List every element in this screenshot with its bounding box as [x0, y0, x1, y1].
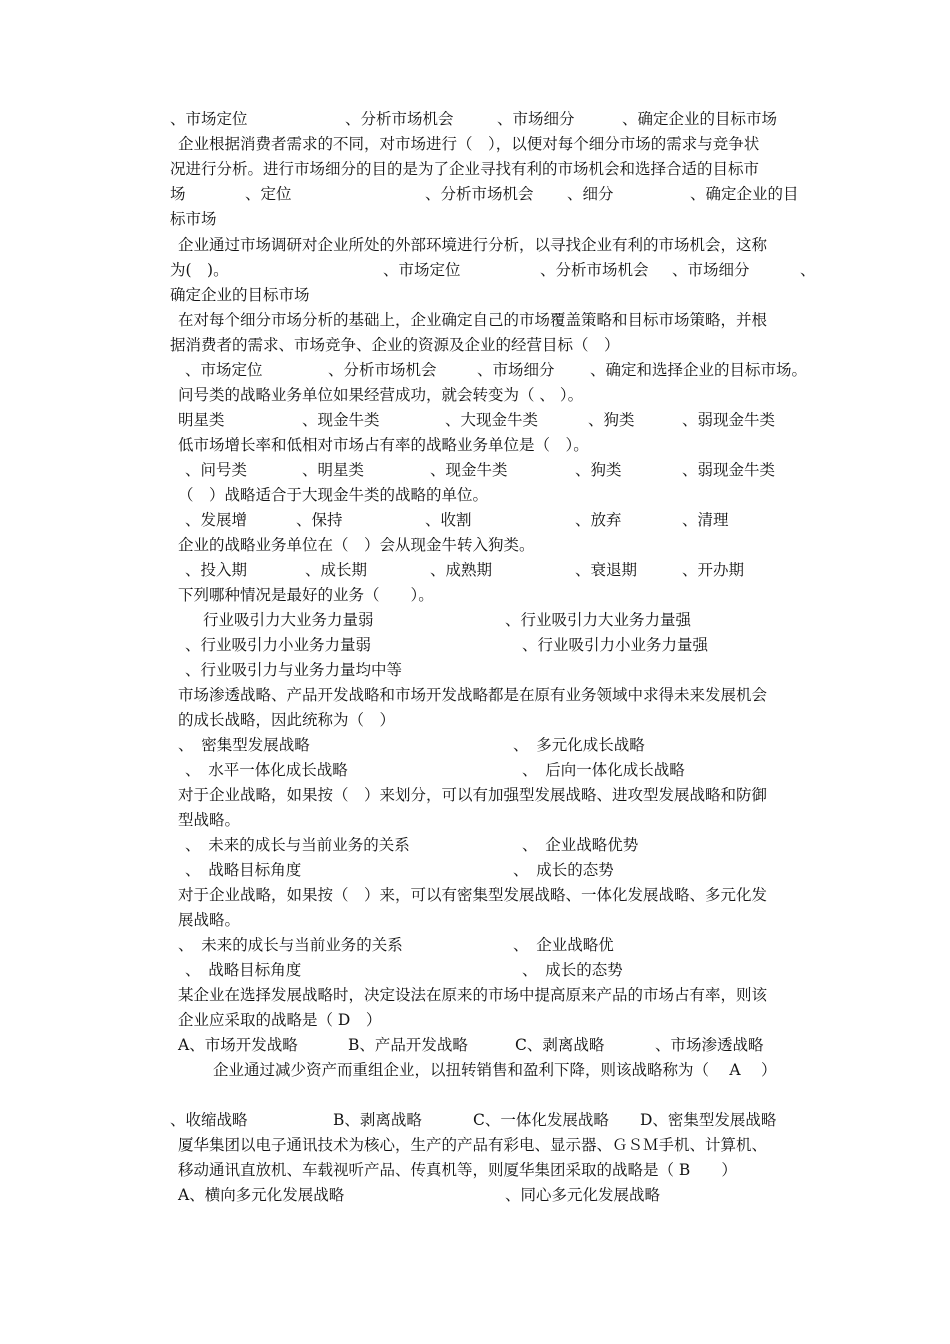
text-line-l34-seg-0: 、 未来的成长与当前业务的关系: [178, 936, 403, 954]
text-line-l17-seg-3: 、放弃: [575, 511, 622, 529]
text-line-l30-seg-1: 、 企业战略优势: [522, 836, 639, 854]
text-line-l04-seg-2: 、分析市场机会: [425, 185, 534, 203]
text-line-l04-seg-4: 、确定企业的目: [690, 185, 799, 203]
text-line-l41-seg-0: 厦华集团以电子通讯技术为核心，生产的产品有彩电、显示器、ＧＳＭ手机、计算机、: [178, 1136, 768, 1154]
text-line-l07-seg-3: 、市场细分: [672, 261, 750, 279]
text-line-l37-seg-0: 企业应采取的战略是（ D ）: [178, 1011, 382, 1029]
text-line-l20-seg-0: 下列哪种情况是最好的业务（ ）。: [178, 586, 434, 604]
text-line-l42-seg-0: 移动通讯直放机、车载视听产品、传真机等，则厦华集团采取的战略是（ B ）: [178, 1161, 737, 1179]
text-line-l43-seg-1: 、同心多元化发展战略: [505, 1186, 661, 1204]
text-line-l36-seg-0: 某企业在选择发展战略时，决定设法在原来的市场中提高原来产品的市场占有率，则该: [178, 986, 768, 1004]
text-line-l19-seg-1: 、成长期: [305, 561, 368, 579]
text-line-l34-seg-1: 、 企业战略优: [513, 936, 614, 954]
text-line-l24-seg-0: 市场渗透战略、产品开发战略和市场开发战略都是在原有业务领域中求得未来发展机会: [178, 686, 768, 704]
text-line-l18-seg-0: 企业的战略业务单位在（ ）会从现金牛转入狗类。: [178, 536, 535, 554]
text-line-l09-seg-0: 在对每个细分市场分析的基础上，企业确定自己的市场覆盖策略和目标市场策略，并根: [178, 311, 768, 329]
text-line-l12-seg-0: 问号类的战略业务单位如果经营成功，就会转变为（ 、 ）。: [178, 386, 584, 404]
text-line-l43-seg-0: A、横向多元化发展战略: [178, 1186, 345, 1204]
text-line-l04-seg-0: 场: [170, 185, 186, 203]
text-line-l16-seg-0: （ ）战略适合于大现金牛类的战略的单位。: [178, 486, 489, 504]
text-line-l30-seg-0: 、 未来的成长与当前业务的关系: [185, 836, 410, 854]
text-line-l08-seg-0: 确定企业的目标市场: [170, 286, 310, 304]
text-line-l28-seg-0: 对于企业战略，如果按（ ）来划分，可以有加强型发展战略、进攻型发展战略和防御: [178, 786, 768, 804]
text-line-l06-seg-0: 企业通过市场调研对企业所处的外部环境进行分析，以寻找企业有利的市场机会，这称: [178, 236, 768, 254]
text-line-l25-seg-0: 的成长战略，因此统称为（ ）: [178, 711, 396, 729]
text-line-l23-seg-0: 、行业吸引力与业务力量均中等: [185, 661, 403, 679]
text-line-l01-seg-2: 、市场细分: [497, 110, 575, 128]
text-line-l10-seg-0: 据消费者的需求、市场竞争、企业的资源及企业的经营目标（ ）: [170, 336, 620, 354]
text-line-l13-seg-3: 、狗类: [588, 411, 635, 429]
text-line-l27-seg-0: 、 水平一体化成长战略: [185, 761, 348, 779]
text-line-l05-seg-0: 标市场: [170, 210, 217, 228]
text-line-l13-seg-4: 、弱现金牛类: [682, 411, 776, 429]
text-line-l04-seg-3: 、细分: [567, 185, 614, 203]
text-line-l07-seg-4: 、: [800, 261, 816, 279]
text-line-l26-seg-1: 、 多元化成长战略: [513, 736, 645, 754]
text-line-l21-seg-1: 、行业吸引力大业务力量强: [505, 611, 692, 629]
text-line-l11-seg-1: 、分析市场机会: [328, 361, 437, 379]
text-line-l32-seg-0: 对于企业战略，如果按（ ）来，可以有密集型发展战略、一体化发展战略、多元化发: [178, 886, 768, 904]
text-line-l01-seg-1: 、分析市场机会: [345, 110, 454, 128]
text-line-l11-seg-3: 、确定和选择企业的目标市场。: [590, 361, 808, 379]
text-line-l35-seg-0: 、 战略目标角度: [185, 961, 302, 979]
text-line-l01-seg-0: 、市场定位: [170, 110, 248, 128]
text-line-l29-seg-0: 型战略。: [178, 811, 241, 829]
text-line-l19-seg-4: 、开办期: [682, 561, 745, 579]
text-line-l40-seg-2: C、一体化发展战略: [473, 1111, 609, 1129]
text-line-l13-seg-2: 、大现金牛类: [445, 411, 539, 429]
text-line-l38-seg-2: C、剥离战略: [515, 1036, 605, 1054]
text-line-l17-seg-2: 、收割: [425, 511, 472, 529]
text-line-l15-seg-2: 、现金牛类: [430, 461, 508, 479]
text-line-l40-seg-0: 、收缩战略: [170, 1111, 248, 1129]
text-line-l19-seg-0: 、投入期: [185, 561, 248, 579]
text-line-l38-seg-0: A、市场开发战略: [178, 1036, 298, 1054]
text-line-l04-seg-1: 、定位: [245, 185, 292, 203]
text-line-l17-seg-4: 、清理: [682, 511, 729, 529]
text-line-l31-seg-1: 、 成长的态势: [513, 861, 614, 879]
text-line-l17-seg-1: 、保持: [296, 511, 343, 529]
text-line-l13-seg-0: 明星类: [178, 411, 225, 429]
text-line-l21-seg-0: 行业吸引力大业务力量弱: [203, 611, 374, 629]
text-line-l07-seg-2: 、分析市场机会: [540, 261, 649, 279]
text-line-l40-seg-3: D、密集型发展战略: [640, 1111, 777, 1129]
text-line-l07-seg-0: 为( )。: [170, 261, 229, 279]
text-line-l07-seg-1: 、市场定位: [383, 261, 461, 279]
text-line-l17-seg-0: 、发展增: [185, 511, 248, 529]
text-line-l35-seg-1: 、 成长的态势: [522, 961, 623, 979]
text-line-l40-seg-1: B、剥离战略: [333, 1111, 422, 1129]
text-line-l19-seg-3: 、衰退期: [575, 561, 638, 579]
text-line-l13-seg-1: 、现金牛类: [302, 411, 380, 429]
text-line-l39-seg-0: 企业通过减少资产而重组企业，以扭转销售和盈利下降，则该战略称为（ A ）: [213, 1061, 777, 1079]
text-line-l15-seg-1: 、明星类: [302, 461, 365, 479]
text-line-l15-seg-3: 、狗类: [575, 461, 622, 479]
text-line-l38-seg-3: 、市场渗透战略: [655, 1036, 764, 1054]
text-line-l22-seg-1: 、行业吸引力小业务力量强: [522, 636, 709, 654]
text-line-l31-seg-0: 、 战略目标角度: [185, 861, 302, 879]
text-line-l33-seg-0: 展战略。: [178, 911, 241, 929]
text-line-l19-seg-2: 、成熟期: [430, 561, 493, 579]
text-line-l14-seg-0: 低市场增长率和低相对市场占有率的战略业务单位是（ ）。: [178, 436, 589, 454]
text-line-l38-seg-1: B、产品开发战略: [348, 1036, 468, 1054]
text-line-l15-seg-4: 、弱现金牛类: [682, 461, 776, 479]
text-line-l15-seg-0: 、问号类: [185, 461, 248, 479]
text-line-l11-seg-0: 、市场定位: [185, 361, 263, 379]
text-line-l01-seg-3: 、确定企业的目标市场: [622, 110, 778, 128]
text-line-l26-seg-0: 、 密集型发展战略: [178, 736, 310, 754]
text-line-l11-seg-2: 、市场细分: [477, 361, 555, 379]
text-line-l03-seg-0: 况进行分析。进行市场细分的目的是为了企业寻找有利的市场机会和选择合适的目标市: [170, 160, 760, 178]
text-line-l02-seg-0: 企业根据消费者需求的不同，对市场进行（ ），以便对每个细分市场的需求与竞争状: [178, 135, 760, 153]
text-line-l22-seg-0: 、行业吸引力小业务力量弱: [185, 636, 372, 654]
text-line-l27-seg-1: 、 后向一体化成长战略: [522, 761, 685, 779]
